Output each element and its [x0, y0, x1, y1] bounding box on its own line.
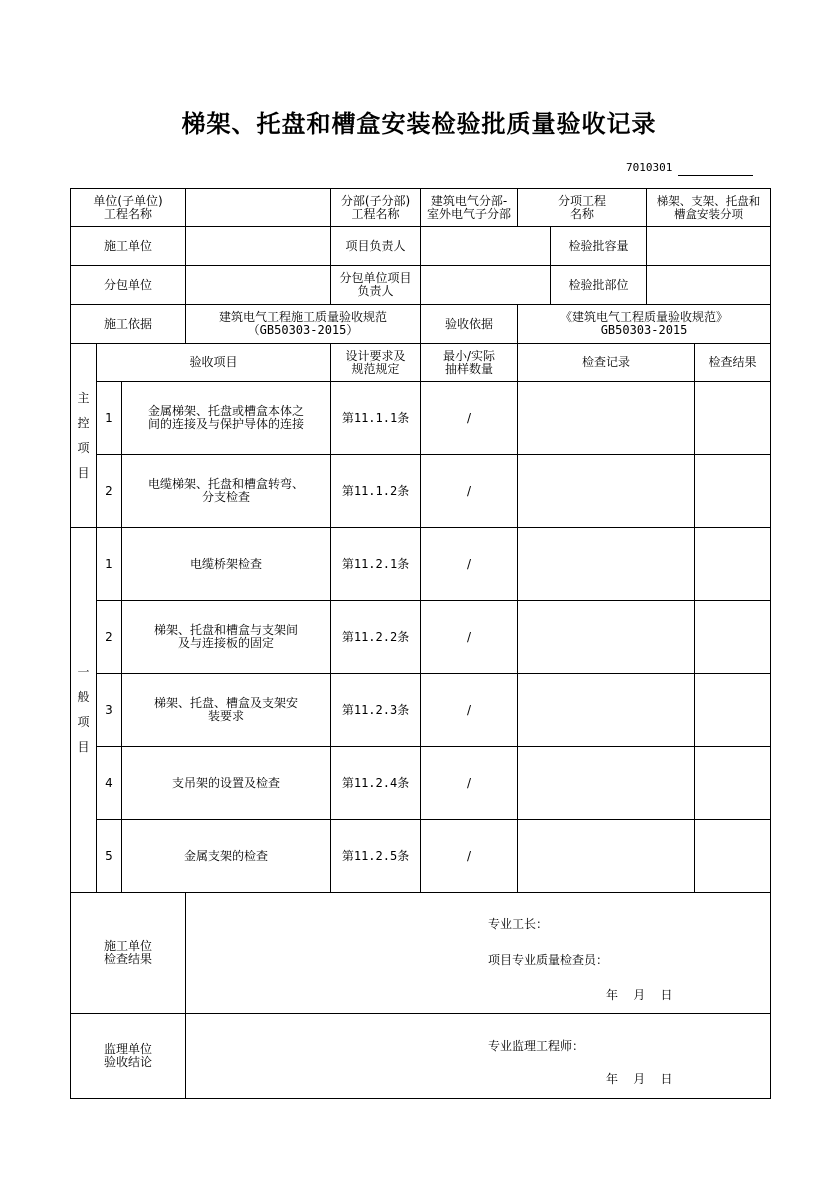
item-clause: 第11.2.4条	[331, 747, 421, 820]
builder-check-label: 施工单位 检查结果	[71, 893, 186, 1014]
table-row	[71, 601, 771, 674]
subdivision-label: 分部(子分部) 工程名称	[331, 189, 421, 227]
batch-capacity-value[interactable]	[647, 227, 771, 266]
item-sample[interactable]: /	[421, 747, 518, 820]
item-clause: 第11.2.5条	[331, 820, 421, 893]
item-sample[interactable]: /	[421, 382, 518, 455]
supervisor-area[interactable]	[186, 1014, 771, 1099]
item-description: 电缆桥架检查	[122, 528, 331, 601]
form-code: 7010301	[626, 161, 673, 174]
header-row-project	[71, 189, 771, 227]
foreman-signature-label: 专业工长：	[488, 917, 549, 931]
supervisor-row	[71, 1014, 771, 1099]
item-description: 支吊架的设置及检查	[122, 747, 331, 820]
item-number: 3	[97, 674, 122, 747]
table-row	[71, 674, 771, 747]
item-clause: 第11.2.3条	[331, 674, 421, 747]
item-clause: 第11.1.2条	[331, 455, 421, 528]
item-sample[interactable]: /	[421, 674, 518, 747]
item-number: 2	[97, 455, 122, 528]
inspection-form-table	[70, 188, 771, 1099]
supervisor-date-label: 年 月 日	[606, 1072, 673, 1086]
builder-date-label: 年 月 日	[606, 988, 673, 1002]
item-clause: 第11.2.1条	[331, 528, 421, 601]
item-record[interactable]	[518, 528, 695, 601]
item-result[interactable]	[695, 601, 771, 674]
quality-inspector-label: 项目专业质量检查员：	[488, 953, 609, 967]
batch-capacity-label: 检验批容量	[551, 227, 647, 266]
batch-location-label: 检验批部位	[551, 266, 647, 305]
acceptance-basis-label: 验收依据	[421, 305, 518, 344]
item-result[interactable]	[695, 674, 771, 747]
item-record[interactable]	[518, 601, 695, 674]
project-manager-value[interactable]	[421, 227, 551, 266]
item-clause: 第11.2.2条	[331, 601, 421, 674]
item-number: 2	[97, 601, 122, 674]
item-result[interactable]	[695, 747, 771, 820]
item-description: 电缆梯架、托盘和槽盒转弯、 分支检查	[122, 455, 331, 528]
item-result[interactable]	[695, 382, 771, 455]
builder-check-row	[71, 893, 771, 1014]
column-inspection-result: 检查结果	[695, 344, 771, 382]
column-inspection-record: 检查记录	[518, 344, 695, 382]
item-number: 1	[97, 382, 122, 455]
supervising-engineer-label: 专业监理工程师：	[488, 1039, 585, 1053]
item-result[interactable]	[695, 455, 771, 528]
item-record[interactable]	[518, 820, 695, 893]
header-row-builder	[71, 227, 771, 266]
sub-item-label: 分项工程 名称	[518, 189, 647, 227]
item-sample[interactable]: /	[421, 601, 518, 674]
item-sample[interactable]: /	[421, 820, 518, 893]
column-header-row	[71, 344, 771, 382]
table-row	[71, 528, 771, 601]
column-design-requirement: 设计要求及 规范规定	[331, 344, 421, 382]
table-row	[71, 382, 771, 455]
item-description: 梯架、托盘、槽盒及支架安 装要求	[122, 674, 331, 747]
unit-name-label: 单位(子单位) 工程名称	[71, 189, 186, 227]
form-code-underline	[678, 175, 753, 176]
item-result[interactable]	[695, 528, 771, 601]
main-control-group-text: 主控项目	[77, 390, 90, 480]
item-record[interactable]	[518, 747, 695, 820]
construction-basis-value[interactable]: 建筑电气工程施工质量验收规范 （GB50303-2015）	[186, 305, 421, 344]
header-row-subcontractor	[71, 266, 771, 305]
table-row	[71, 820, 771, 893]
column-sample-size: 最小/实际 抽样数量	[421, 344, 518, 382]
item-record[interactable]	[518, 455, 695, 528]
item-clause: 第11.1.1条	[331, 382, 421, 455]
item-sample[interactable]: /	[421, 528, 518, 601]
column-acceptance-item: 验收项目	[97, 344, 331, 382]
item-sample[interactable]: /	[421, 455, 518, 528]
general-group-label	[71, 528, 97, 893]
item-description: 金属梯架、托盘或槽盒本体之 间的连接及与保护导体的连接	[122, 382, 331, 455]
builder-check-area[interactable]	[186, 893, 771, 1014]
item-record[interactable]	[518, 382, 695, 455]
builder-value[interactable]	[186, 227, 331, 266]
item-number: 5	[97, 820, 122, 893]
main-control-group-label	[71, 344, 97, 528]
unit-name-value[interactable]	[186, 189, 331, 227]
item-result[interactable]	[695, 820, 771, 893]
acceptance-basis-value[interactable]: 《建筑电气工程质量验收规范》 GB50303-2015	[518, 305, 771, 344]
item-description: 梯架、托盘和槽盒与支架间 及与连接板的固定	[122, 601, 331, 674]
construction-basis-label: 施工依据	[71, 305, 186, 344]
subcontractor-label: 分包单位	[71, 266, 186, 305]
sub-item-value[interactable]: 梯架、支架、托盘和 槽盒安装分项	[647, 189, 771, 227]
supervisor-label: 监理单位 验收结论	[71, 1014, 186, 1099]
table-row	[71, 747, 771, 820]
general-group-text: 一般项目	[77, 665, 90, 754]
builder-label: 施工单位	[71, 227, 186, 266]
item-number: 4	[97, 747, 122, 820]
item-record[interactable]	[518, 674, 695, 747]
sub-pm-label: 分包单位项目 负责人	[331, 266, 421, 305]
item-description: 金属支架的检查	[122, 820, 331, 893]
header-row-basis	[71, 305, 771, 344]
batch-location-value[interactable]	[647, 266, 771, 305]
item-number: 1	[97, 528, 122, 601]
subdivision-value[interactable]: 建筑电气分部- 室外电气子分部	[421, 189, 518, 227]
sub-pm-value[interactable]	[421, 266, 551, 305]
form-title: 梯架、托盘和槽盒安装检验批质量验收记录	[181, 110, 657, 138]
table-row	[71, 455, 771, 528]
project-manager-label: 项目负责人	[331, 227, 421, 266]
subcontractor-value[interactable]	[186, 266, 331, 305]
